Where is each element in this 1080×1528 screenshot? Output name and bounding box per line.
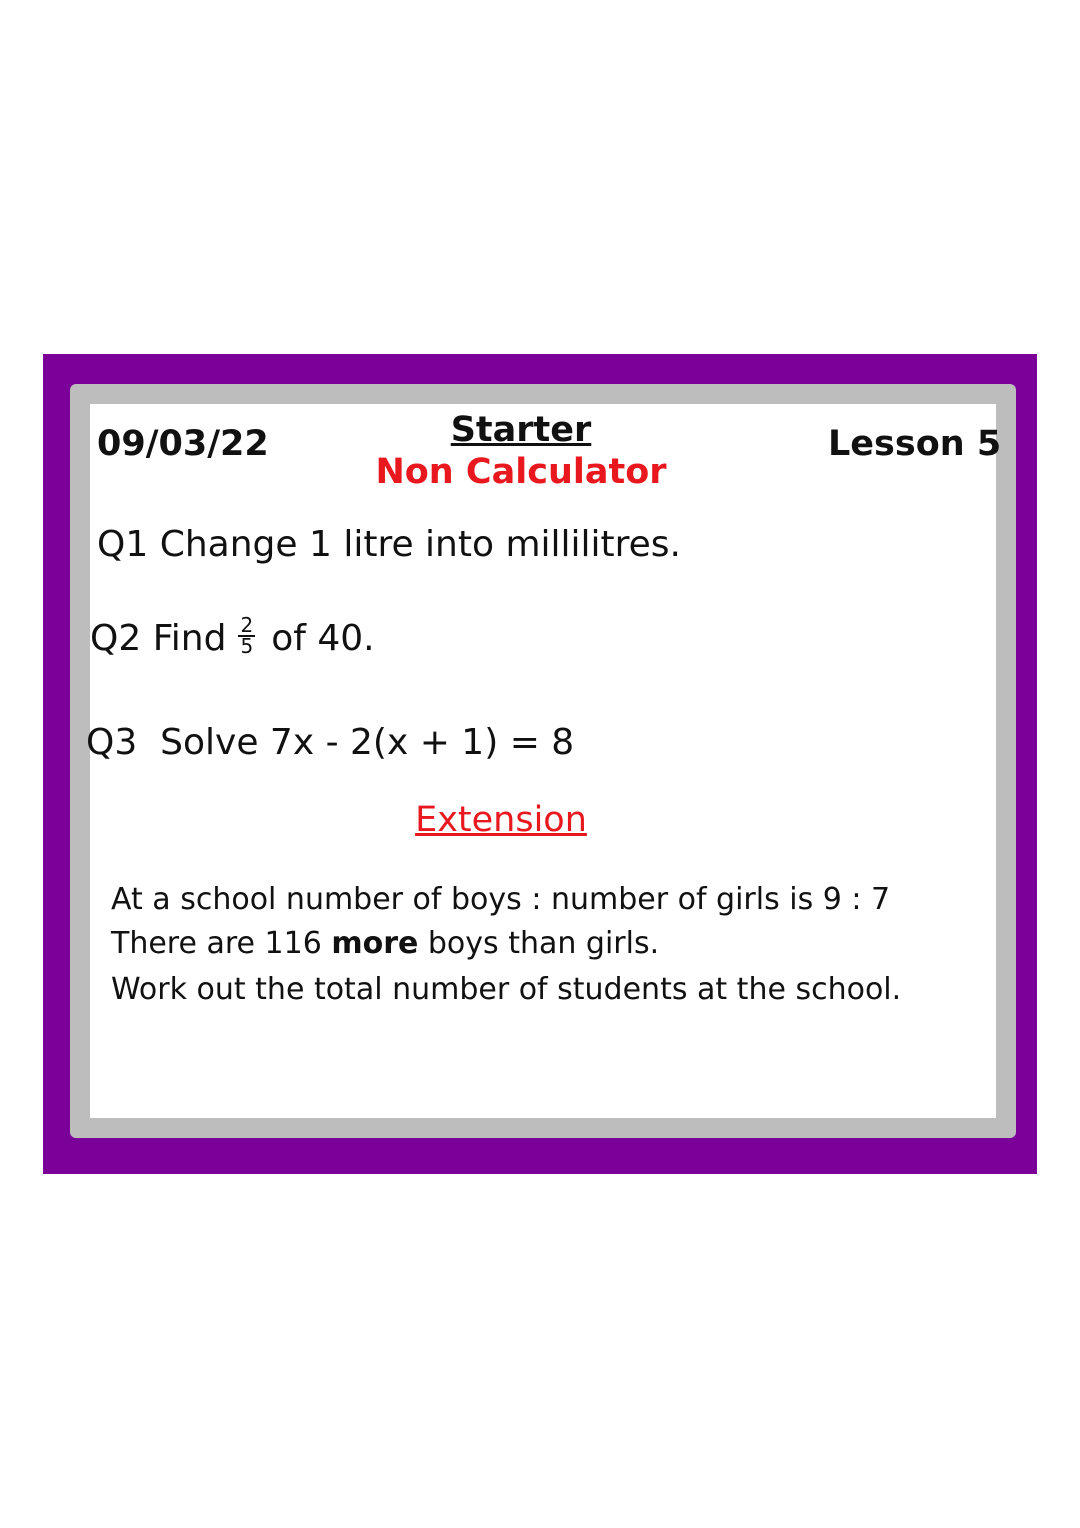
question-1-prefix: Q1 [97,524,149,565]
slide-title: Starter [450,410,592,450]
question-2-prefix: Q2 [90,618,142,659]
extension-title: Extension [415,800,587,840]
lesson-number: Lesson 5 [828,424,1002,464]
question-2-fraction [238,613,255,658]
extension-line-2 [111,926,659,961]
extension-line-1: At a school number of boys : number of girls is 9 : 7 [111,882,891,917]
question-2-after: of 40. [271,618,375,659]
fraction-numerator: 2 [240,613,254,637]
question-3-text: Solve 7x - 2(x + 1) = 8 [160,722,575,763]
extension-line-2-bold: more [331,926,419,961]
question-2-before: Find [152,618,227,659]
question-1-text: Change 1 litre into millilitres. [159,524,681,565]
question-3 [86,722,574,763]
question-1 [97,524,681,565]
slide-subtitle: Non Calculator [375,452,667,492]
extension-line-2-before: There are 116 [111,926,322,961]
question-3-prefix: Q3 [86,722,138,763]
question-2 [90,613,375,660]
lesson-date: 09/03/22 [97,424,269,464]
extension-line-2-after: boys than girls. [427,926,660,961]
extension-line-3: Work out the total number of students at the school. [111,972,902,1007]
fraction-denominator: 5 [240,634,254,658]
